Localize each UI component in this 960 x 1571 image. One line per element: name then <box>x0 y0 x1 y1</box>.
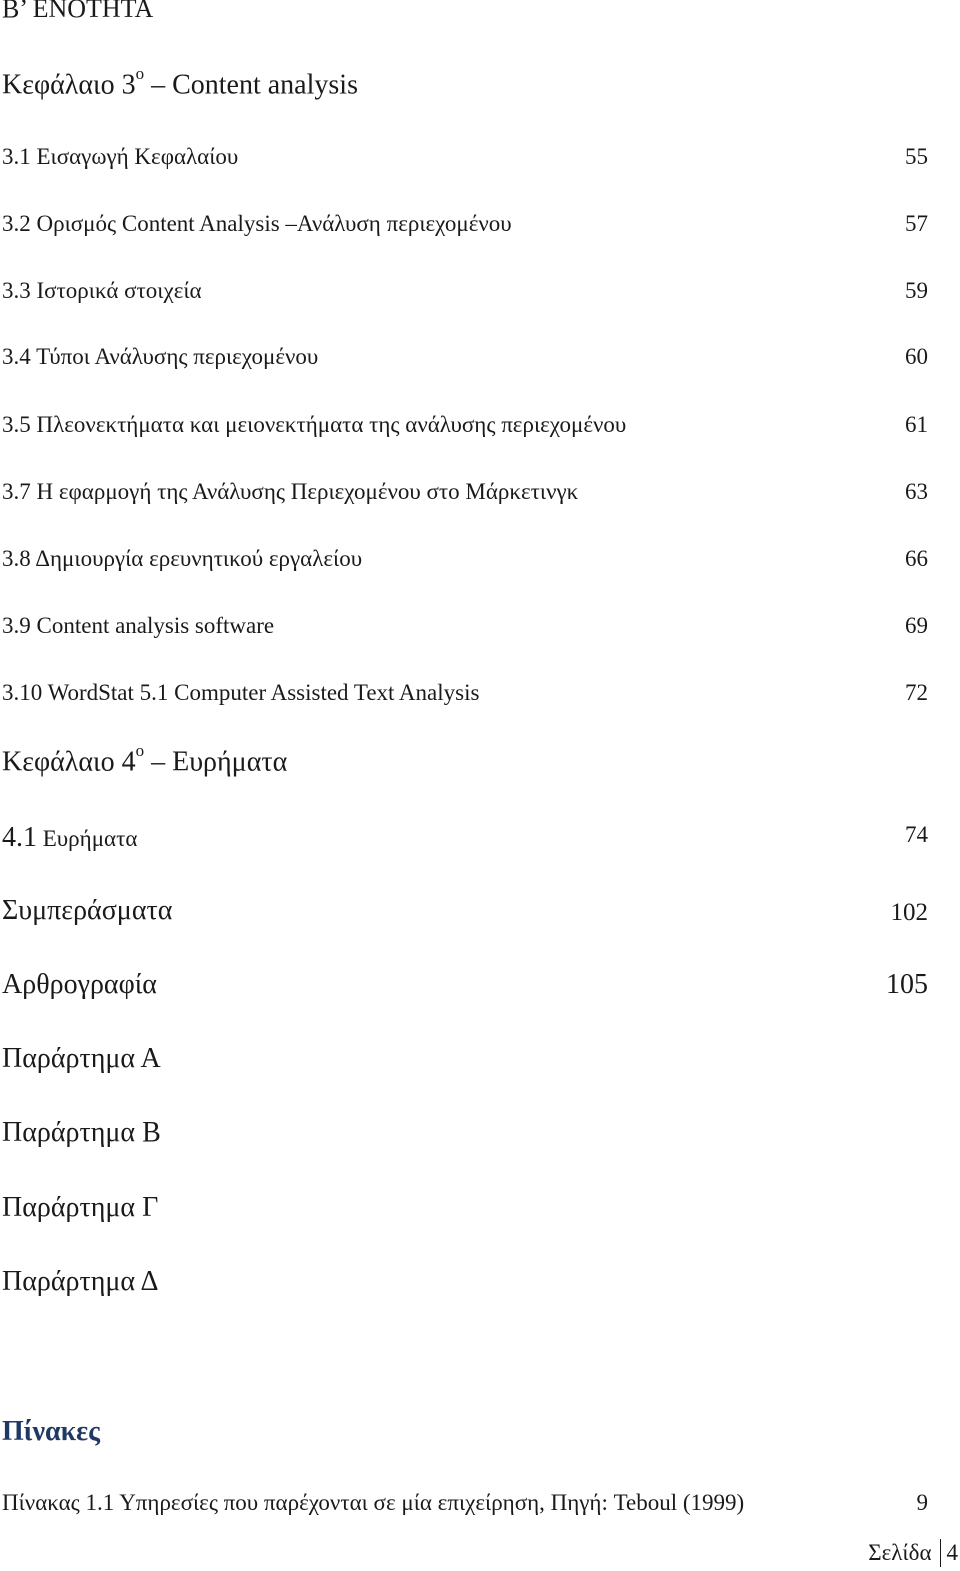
toc-entry-page: 63 <box>905 479 928 504</box>
tables-heading: Πίνακες <box>2 1416 100 1447</box>
toc-entry-bibliography[interactable] <box>2 969 928 1001</box>
toc-entry-page: 74 <box>905 822 928 847</box>
toc-entry-label: 3.9 Content analysis software <box>2 613 275 638</box>
toc-entry-number: 4.1 <box>2 822 37 853</box>
chapter-3-title: – Content analysis <box>151 69 358 101</box>
appendix-d[interactable]: Παράρτημα Δ <box>2 1266 159 1297</box>
table-entry-page: 9 <box>916 1490 928 1515</box>
toc-entry[interactable] <box>2 822 928 854</box>
table-list-entry[interactable] <box>2 1490 928 1522</box>
chapter-4-heading <box>2 741 288 778</box>
chapter-3-prefix: Κεφάλαιο 3 <box>2 69 136 101</box>
page-footer <box>868 1539 958 1567</box>
footer-divider <box>940 1539 941 1567</box>
appendix-b[interactable]: Παράρτημα Β <box>2 1117 161 1148</box>
toc-entry-page: 102 <box>890 899 928 926</box>
chapter-4-title: – Ευρήματα <box>151 746 288 778</box>
toc-entry-conclusions[interactable] <box>2 895 928 927</box>
toc-entry-label: Αρθρογραφία <box>2 969 157 1000</box>
toc-entry-label: 3.5 Πλεονεκτήματα και μειονεκτήματα της ανάλυσης περιεχομένου <box>2 412 627 437</box>
toc-entry-page: 59 <box>905 278 928 303</box>
toc-entry[interactable] <box>2 613 928 645</box>
toc-entry-label: 3.2 Ορισμός Content Analysis –Ανάλυση περιεχομένου <box>2 211 512 236</box>
toc-entry-page: 66 <box>905 546 928 571</box>
toc-entry-page: 55 <box>905 144 928 169</box>
toc-entry-page: 60 <box>905 344 928 369</box>
toc-entry-page: 69 <box>905 613 928 638</box>
section-title: Β’ ΕΝΟΤΗΤΑ <box>2 0 154 23</box>
chapter-4-ordinal: ο <box>135 741 145 760</box>
toc-entry-label: 3.1 Εισαγωγή Κεφαλαίου <box>2 144 239 169</box>
toc-entry-label: 3.8 Δημιουργία ερευνητικού εργαλείου <box>2 546 363 571</box>
toc-entry[interactable] <box>2 211 928 243</box>
toc-entry-label: 3.7 Η εφαρμογή της Ανάλυσης Περιεχομένου στο Μάρκετινγκ <box>2 479 579 504</box>
chapter-3-ordinal: ο <box>135 64 145 83</box>
toc-entry-label: Ευρήματα <box>42 826 138 851</box>
toc-entry[interactable] <box>2 144 928 176</box>
toc-entry-label: 3.10 WordStat 5.1 Computer Assisted Text Analysis <box>2 680 480 705</box>
footer-page-number: 4 <box>946 1540 958 1565</box>
appendix-c[interactable]: Παράρτημα Γ <box>2 1192 159 1223</box>
toc-entry[interactable] <box>2 680 928 712</box>
toc-entry[interactable] <box>2 344 928 376</box>
appendix-a[interactable]: Παράρτημα Α <box>2 1043 161 1074</box>
footer-page-label: Σελίδα <box>868 1540 932 1565</box>
toc-entry-page: 72 <box>905 680 928 705</box>
toc-entry-page: 57 <box>905 211 928 236</box>
toc-entry-page: 61 <box>905 412 928 437</box>
toc-entry-label: Συμπεράσματα <box>2 895 173 926</box>
toc-entry[interactable] <box>2 479 928 511</box>
chapter-3-heading <box>2 64 358 101</box>
toc-entry[interactable] <box>2 546 928 578</box>
chapter-4-prefix: Κεφάλαιο 4 <box>2 746 136 778</box>
table-entry-label: Πίνακας 1.1 Υπηρεσίες που παρέχονται σε μία επιχείρηση, Πηγή: Teboul (1999) <box>2 1490 745 1515</box>
toc-entry[interactable] <box>2 412 928 444</box>
toc-entry-label: 3.4 Τύποι Ανάλυσης περιεχομένου <box>2 344 319 369</box>
toc-entry[interactable] <box>2 278 928 310</box>
toc-entry-page: 105 <box>886 969 928 1000</box>
toc-entry-label: 3.3 Ιστορικά στοιχεία <box>2 278 202 303</box>
